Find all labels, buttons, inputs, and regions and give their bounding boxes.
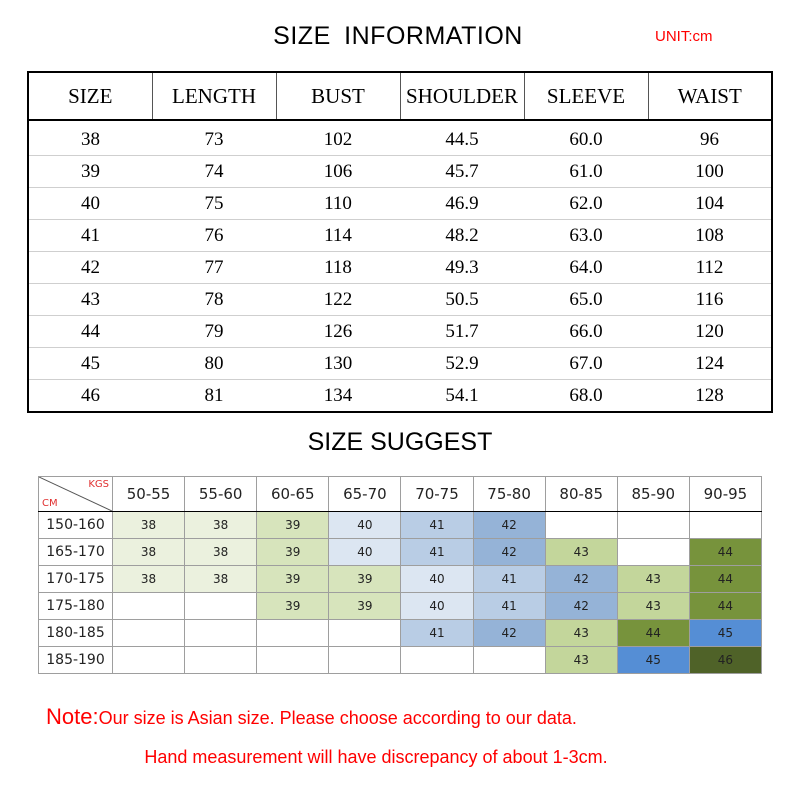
cell-shoulder: 49.3 [400, 252, 524, 284]
weight-range-header: 80-85 [545, 477, 617, 512]
cell-waist: 120 [648, 316, 772, 348]
header-size: SIZE [28, 72, 152, 120]
suggest-cell: 40 [329, 539, 401, 566]
suggest-cell [113, 620, 185, 647]
cell-size: 40 [28, 188, 152, 220]
suggest-row [39, 647, 762, 674]
height-range-label: 165-170 [39, 539, 113, 566]
suggest-cell: 40 [401, 593, 473, 620]
unit-label: UNIT:cm [655, 28, 713, 45]
cell-shoulder: 54.1 [445, 384, 479, 406]
table-row [28, 120, 772, 156]
weight-range-header: 60-65 [257, 477, 329, 512]
cell-bust: 110 [276, 188, 400, 220]
suggest-cell: 39 [257, 593, 329, 620]
header-sleeve: SLEEVE [524, 72, 648, 120]
suggest-cell [329, 620, 401, 647]
cell-waist: 112 [648, 252, 772, 284]
cell-sleeve: 62.0 [524, 188, 648, 220]
size-table-header-row [28, 72, 772, 120]
cell-bust: 122 [276, 284, 400, 316]
table-row [28, 188, 772, 220]
size-suggest-title: SIZE SUGGEST [307, 428, 493, 456]
cell-bust: 130 [276, 348, 400, 380]
cell-bust: 134 [323, 384, 353, 406]
suggest-row [39, 566, 762, 593]
cell-bust: 118 [276, 252, 400, 284]
suggest-cell: 38 [113, 512, 185, 539]
note-text-1: Our size is Asian size. Please choose according to our data. [98, 708, 577, 728]
cell-shoulder: 50.5 [400, 284, 524, 316]
weight-range-header: 75-80 [473, 477, 545, 512]
suggest-cell [185, 647, 257, 674]
cell-length: 77 [152, 252, 276, 284]
suggest-cell: 41 [473, 566, 545, 593]
size-information-title: SIZE INFORMATION [273, 22, 523, 50]
suggest-cell: 44 [617, 620, 689, 647]
suggest-cell: 39 [329, 566, 401, 593]
suggest-cell [545, 512, 617, 539]
cell-bust: 114 [276, 220, 400, 252]
cell-size: 43 [28, 284, 152, 316]
weight-range-header: 90-95 [689, 477, 761, 512]
cell-waist: 100 [648, 156, 772, 188]
suggest-cell: 44 [689, 566, 761, 593]
suggest-cell: 39 [257, 566, 329, 593]
suggest-cell [689, 512, 761, 539]
weight-range-header: 65-70 [329, 477, 401, 512]
cell-size: 44 [28, 316, 152, 348]
cell-waist: 96 [648, 120, 772, 156]
weight-range-header: 55-60 [185, 477, 257, 512]
suggest-row [39, 593, 762, 620]
cell-length: 75 [152, 188, 276, 220]
cell-size: 45 [28, 348, 152, 380]
cell-size: 46 [81, 384, 100, 406]
header-bust: BUST [276, 72, 400, 120]
suggest-cell: 42 [545, 593, 617, 620]
cell-length: 79 [152, 316, 276, 348]
suggest-cell [617, 539, 689, 566]
cell-shoulder: 52.9 [400, 348, 524, 380]
height-range-label: 185-190 [39, 647, 113, 674]
suggest-cell [257, 620, 329, 647]
table-row [28, 156, 772, 188]
table-row [28, 252, 772, 284]
suggest-cell: 41 [473, 593, 545, 620]
cell-sleeve: 66.0 [524, 316, 648, 348]
cell-bust: 102 [276, 120, 400, 156]
cell-sleeve: 68.0 [569, 384, 603, 406]
note-line-2: Hand measurement will have discrepancy of about 1-3cm. [144, 747, 608, 767]
cell-waist: 128 [695, 384, 724, 406]
cell-length: 78 [152, 284, 276, 316]
cell-size: 38 [28, 120, 152, 156]
cell-shoulder: 44.5 [400, 120, 524, 156]
suggest-cell: 44 [689, 593, 761, 620]
note-line-1 [46, 704, 577, 730]
suggest-row [39, 512, 762, 539]
weight-range-header: 85-90 [617, 477, 689, 512]
height-range-label: 175-180 [39, 593, 113, 620]
suggest-cell [113, 647, 185, 674]
suggest-cell: 43 [617, 593, 689, 620]
suggest-cell [113, 593, 185, 620]
cell-sleeve: 61.0 [524, 156, 648, 188]
table-row [28, 284, 772, 316]
header-shoulder: SHOULDER [400, 72, 524, 120]
suggest-cell: 45 [617, 647, 689, 674]
cell-waist: 116 [648, 284, 772, 316]
cell-size: 39 [28, 156, 152, 188]
suggest-cell [329, 647, 401, 674]
suggest-cell: 42 [473, 539, 545, 566]
header-waist: WAIST [648, 72, 772, 120]
size-information-table [27, 71, 773, 413]
cell-length: 76 [152, 220, 276, 252]
note-lead: Note: [46, 704, 99, 729]
cell-shoulder: 51.7 [400, 316, 524, 348]
suggest-cell: 42 [473, 512, 545, 539]
corner-cell [39, 477, 113, 512]
suggest-cell: 45 [689, 620, 761, 647]
cell-shoulder: 46.9 [400, 188, 524, 220]
weight-range-header: 70-75 [401, 477, 473, 512]
suggest-cell: 38 [113, 539, 185, 566]
cell-length: 74 [152, 156, 276, 188]
cell-shoulder: 48.2 [400, 220, 524, 252]
suggest-cell [185, 620, 257, 647]
suggest-cell: 39 [329, 593, 401, 620]
height-range-label: 180-185 [39, 620, 113, 647]
suggest-cell: 40 [329, 512, 401, 539]
cell-size: 41 [28, 220, 152, 252]
table-row [28, 380, 772, 413]
cell-length: 81 [204, 384, 224, 406]
suggest-cell [185, 593, 257, 620]
cell-bust: 126 [276, 316, 400, 348]
suggest-cell: 38 [185, 512, 257, 539]
size-suggest-table [38, 476, 762, 674]
cell-length: 80 [152, 348, 276, 380]
suggest-cell: 38 [113, 566, 185, 593]
suggest-cell: 41 [401, 620, 473, 647]
table-row [28, 316, 772, 348]
cell-sleeve: 63.0 [524, 220, 648, 252]
suggest-row [39, 539, 762, 566]
suggest-cell [617, 512, 689, 539]
suggest-cell: 41 [401, 512, 473, 539]
suggest-cell: 38 [185, 539, 257, 566]
weight-header-row [39, 477, 762, 512]
suggest-cell: 41 [401, 539, 473, 566]
suggest-cell: 43 [545, 620, 617, 647]
cell-sleeve: 65.0 [524, 284, 648, 316]
suggest-cell: 43 [545, 647, 617, 674]
suggest-cell [257, 647, 329, 674]
corner-cm-label: CM [42, 498, 58, 509]
cell-sleeve: 67.0 [524, 348, 648, 380]
cell-bust: 106 [276, 156, 400, 188]
cell-waist: 124 [648, 348, 772, 380]
cell-size: 42 [28, 252, 152, 284]
cell-waist: 108 [648, 220, 772, 252]
height-range-label: 170-175 [39, 566, 113, 593]
cell-sleeve: 60.0 [524, 120, 648, 156]
corner-kgs-label: KGS [88, 479, 109, 490]
suggest-cell [473, 647, 545, 674]
table-row [28, 220, 772, 252]
weight-range-header: 50-55 [113, 477, 185, 512]
suggest-cell: 40 [401, 566, 473, 593]
cell-length: 73 [152, 120, 276, 156]
cell-sleeve: 64.0 [524, 252, 648, 284]
suggest-row [39, 620, 762, 647]
suggest-cell: 43 [545, 539, 617, 566]
suggest-cell: 42 [473, 620, 545, 647]
suggest-cell [401, 647, 473, 674]
suggest-cell: 39 [257, 539, 329, 566]
suggest-cell: 43 [617, 566, 689, 593]
cell-shoulder: 45.7 [400, 156, 524, 188]
header-length: LENGTH [152, 72, 276, 120]
cell-waist: 104 [648, 188, 772, 220]
suggest-cell: 42 [545, 566, 617, 593]
suggest-cell: 46 [689, 647, 761, 674]
suggest-cell: 39 [257, 512, 329, 539]
suggest-cell: 44 [689, 539, 761, 566]
height-range-label: 150-160 [39, 512, 113, 539]
table-row [28, 348, 772, 380]
suggest-cell: 38 [185, 566, 257, 593]
